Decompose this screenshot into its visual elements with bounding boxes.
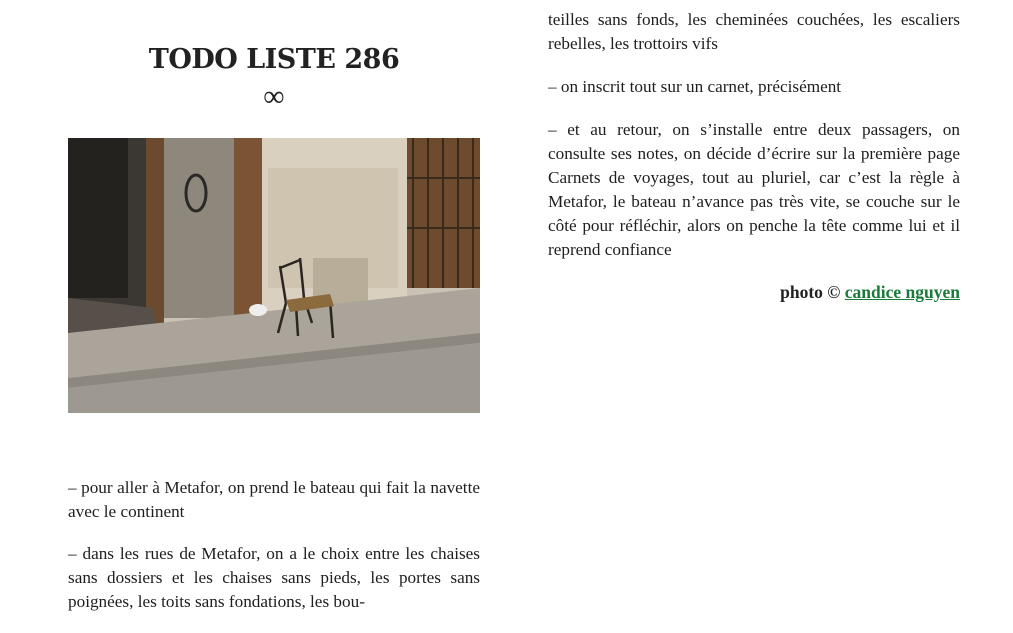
left-paragraph-1: – pour aller à Metafor, on prend le bateau qui fait la navette avec le continent: [68, 478, 480, 521]
photo-credit: [780, 282, 960, 303]
photo-credit-prefix: photo ©: [780, 282, 841, 302]
right-paragraph-1: teilles sans fonds, les cheminées couchées, les escaliers rebelles, les trottoirs vifs: [548, 10, 960, 53]
right-paragraph-3: – et au retour, on s’installe entre deux passagers, on consulte ses notes, on décide d’écrire sur la première page Carnets de voyages, tout au pluriel, car c’est la règle à Metafor, le bateau n’avance pas très vite, se couche sur le côté pour réfléchir, alors on penche la tête comme lui et il reprend confiance: [548, 120, 960, 259]
post-title: TODO LISTE 286: [148, 44, 400, 75]
photographer-link[interactable]: candice nguyen: [844, 282, 960, 302]
infinity-symbol: ∞: [263, 80, 285, 113]
right-paragraph-2: – on inscrit tout sur un carnet, précisément: [548, 77, 842, 96]
street-photo-image: [68, 138, 480, 413]
left-paragraph-2: – dans les rues de Metafor, on a le choix entre les chaises sans dossiers et les chaises sans pieds, les portes sans poignées, les toits sans fondations, les bou-: [68, 544, 480, 611]
post-photo: [68, 138, 480, 413]
